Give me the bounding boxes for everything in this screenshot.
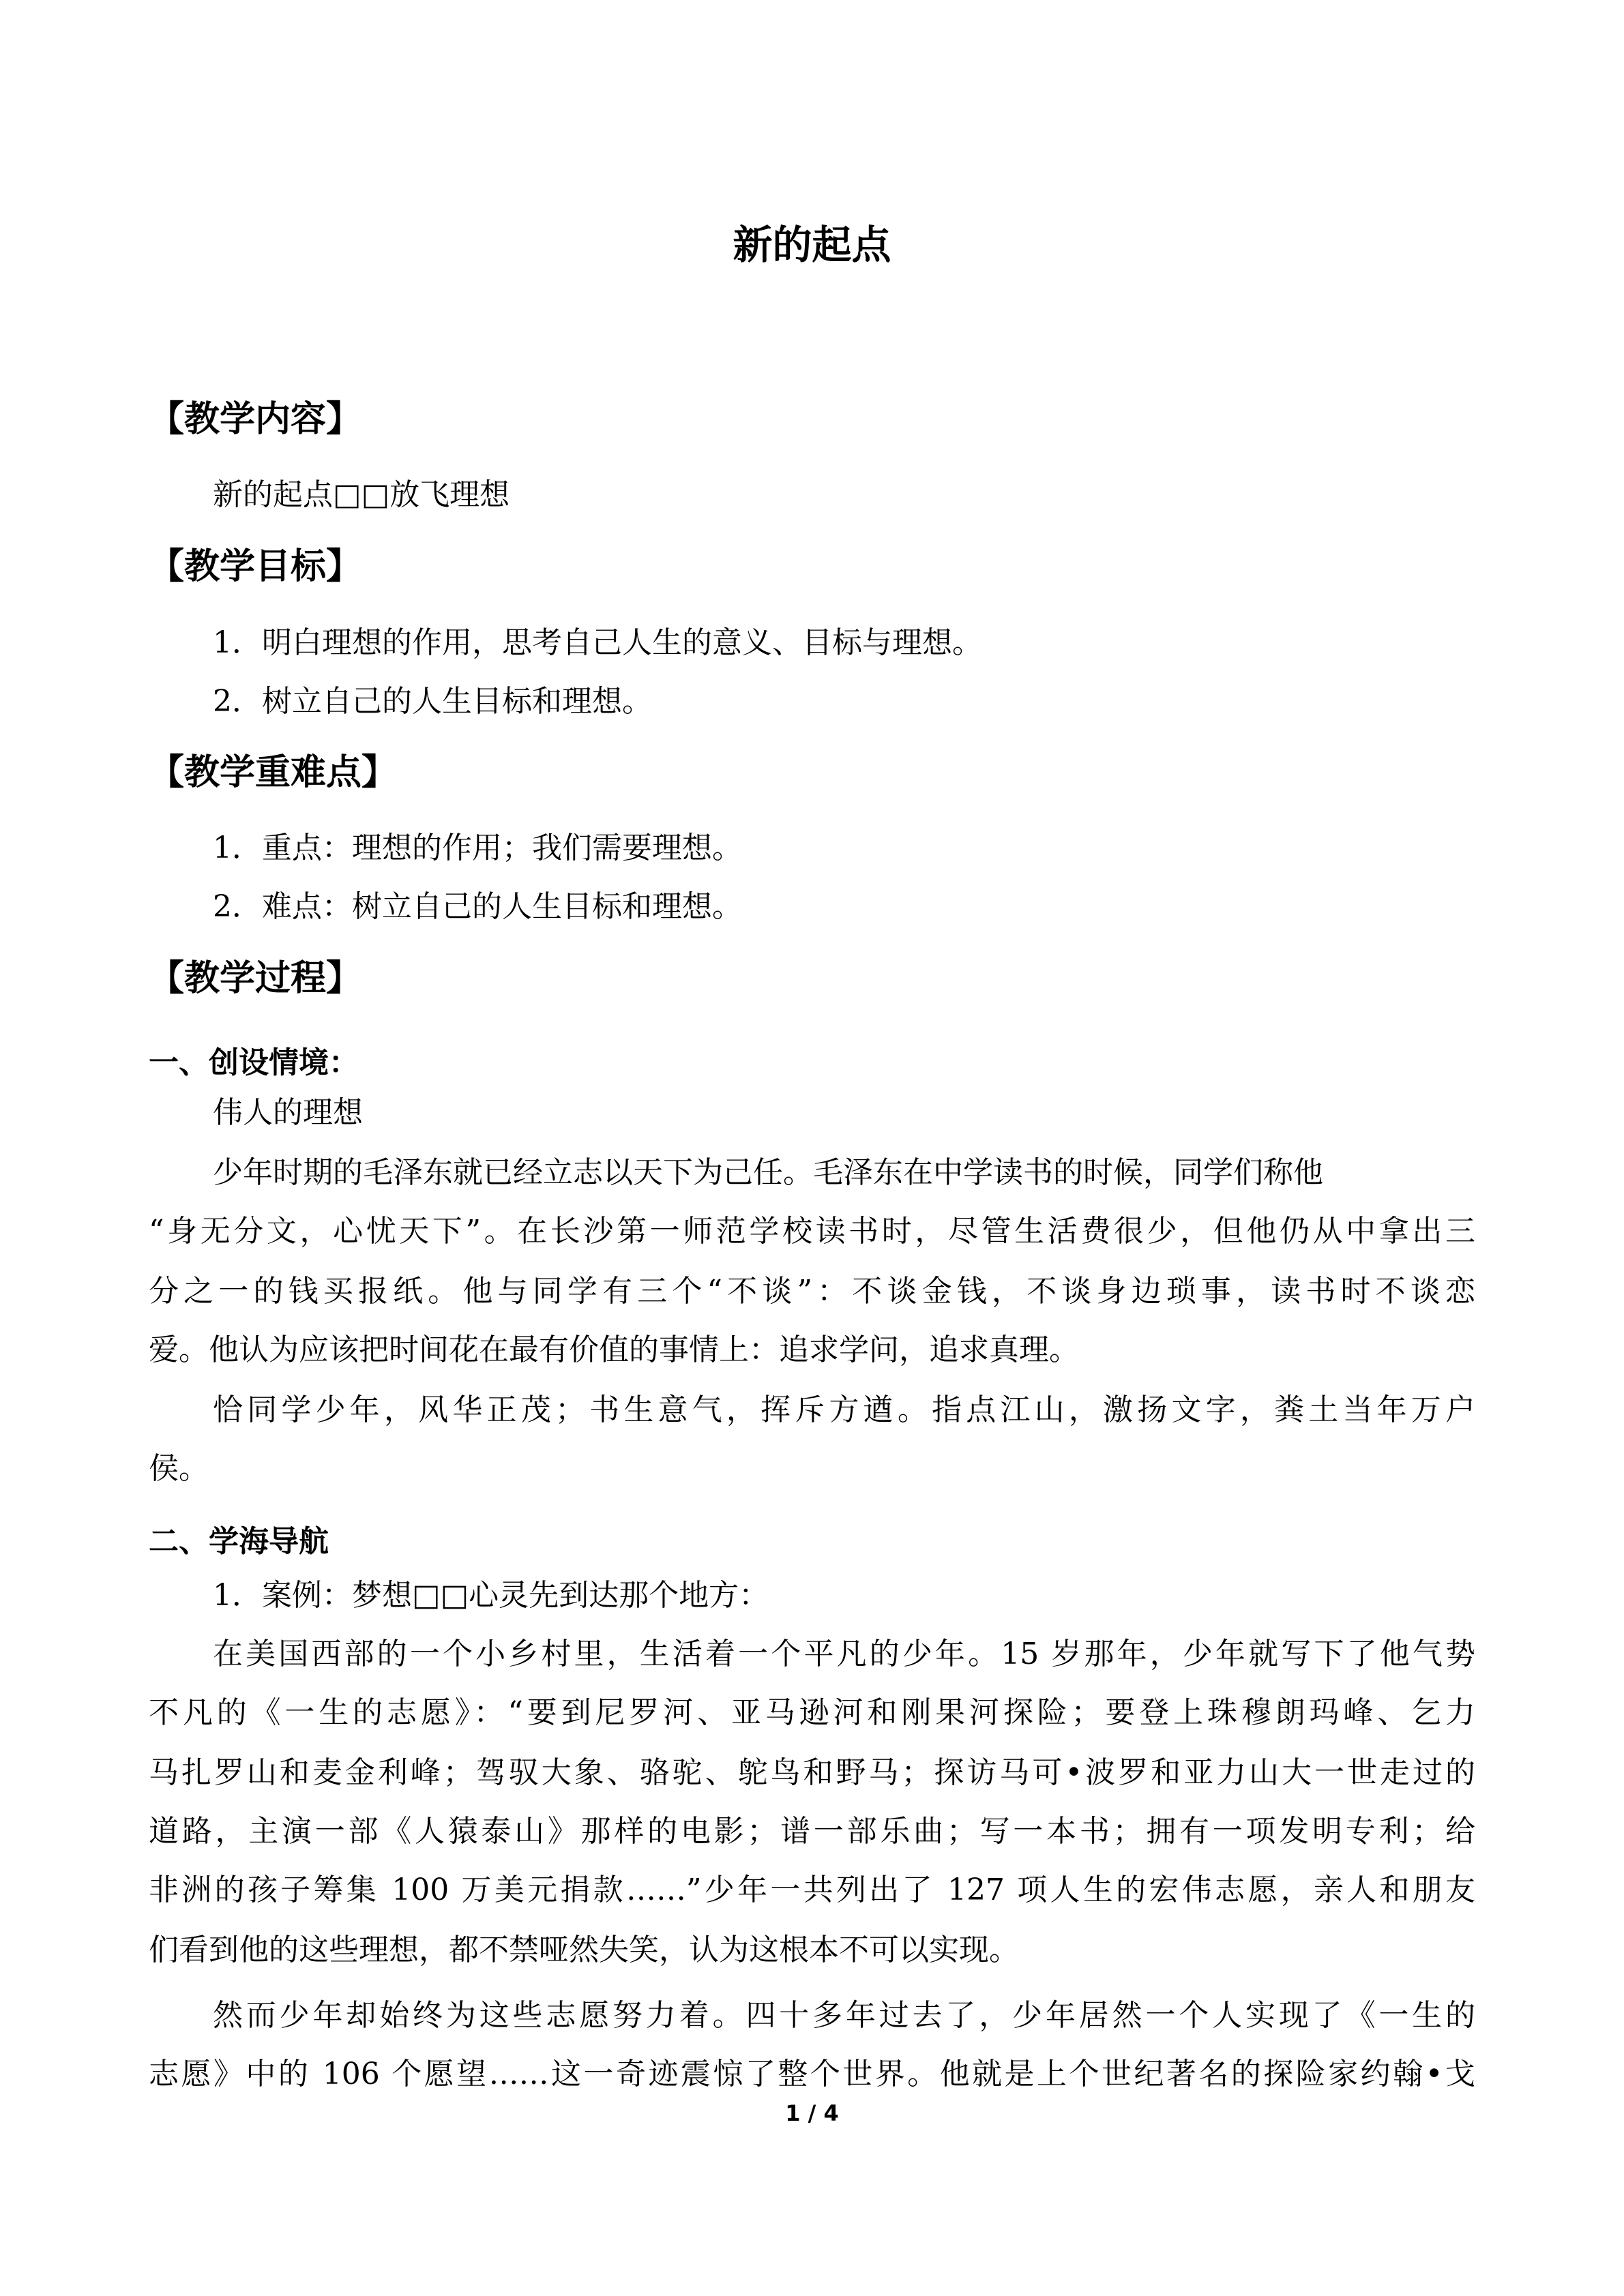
paragraph-line: “身无分文，心忧天下”。在长沙第一师范学校读书时，尽管生活费很少，但他仍从中拿出三 (149, 1214, 1475, 1249)
paragraph-line: 道路，主演一部《人猿泰山》那样的电影；谱一部乐曲；写一本书；拥有一项发明专利；给 (149, 1814, 1475, 1849)
heading-teaching-process: 【教学过程】 (149, 958, 362, 999)
paragraph-line: 伟人的理想 (213, 1095, 363, 1130)
paragraph-line: 1．案例：梦想□□心灵先到达那个地方： (213, 1578, 769, 1613)
paragraph-line: 志愿》中的 106 个愿望……这一奇迹震惊了整个世界。他就是上个世纪著名的探险家约翰•戈 (149, 2057, 1475, 2091)
paragraph-line: 不凡的《一生的志愿》：“要到尼罗河、亚马逊河和刚果河探险；要登上珠穆朗玛峰、乞力 (149, 1695, 1475, 1730)
content-text: 新的起点□□放飞理想 (213, 477, 510, 512)
paragraph-line: 爱。他认为应该把时间花在最有价值的事情上：追求学问，追求真理。 (149, 1332, 1079, 1367)
paragraph-line: 然而少年却始终为这些志愿努力着。四十多年过去了，少年居然一个人实现了《一生的 (213, 1998, 1475, 2033)
paragraph-line: 在美国西部的一个小乡村里，生活着一个平凡的少年。15 岁那年，少年就写下了他气势 (213, 1637, 1475, 1671)
document-title: 新的起点 (733, 222, 891, 268)
part2-heading: 二、学海导航 (149, 1524, 329, 1559)
heading-teaching-content: 【教学内容】 (149, 399, 362, 440)
heading-key-points: 【教学重难点】 (149, 752, 398, 793)
goal-item: 1．明白理想的作用，思考自己人生的意义、目标与理想。 (213, 625, 982, 660)
paragraph-line: 少年时期的毛泽东就已经立志以天下为己任。毛泽东在中学读书的时候，同学们称他 (213, 1155, 1323, 1190)
page-number: 1 / 4 (785, 2100, 839, 2126)
keypoint-item: 2．难点：树立自己的人生目标和理想。 (213, 889, 742, 924)
paragraph-line: 非洲的孩子筹集 100 万美元捐款……”少年一共列出了 127 项人生的宏伟志愿，亲人和朋友 (149, 1873, 1475, 1907)
part1-heading: 一、创设情境： (149, 1045, 359, 1080)
paragraph-line: 马扎罗山和麦金利峰；驾驭大象、骆驼、鸵鸟和野马；探访马可•波罗和亚力山大一世走过的 (149, 1755, 1475, 1790)
heading-teaching-goals: 【教学目标】 (149, 546, 362, 587)
paragraph-line: 恰同学少年，风华正茂；书生意气，挥斥方遒。指点江山，激扬文字，粪土当年万户 (213, 1392, 1475, 1427)
goal-item: 2．树立自己的人生目标和理想。 (213, 684, 652, 719)
paragraph-line: 分之一的钱买报纸。他与同学有三个“不谈”：不谈金钱，不谈身边琐事，读书时不谈恋 (149, 1274, 1475, 1309)
paragraph-line: 们看到他的这些理想，都不禁哑然失笑，认为这根本不可以实现。 (149, 1933, 1019, 1967)
paragraph-line: 侯。 (149, 1451, 209, 1486)
keypoint-item: 1．重点：理想的作用；我们需要理想。 (213, 831, 742, 865)
